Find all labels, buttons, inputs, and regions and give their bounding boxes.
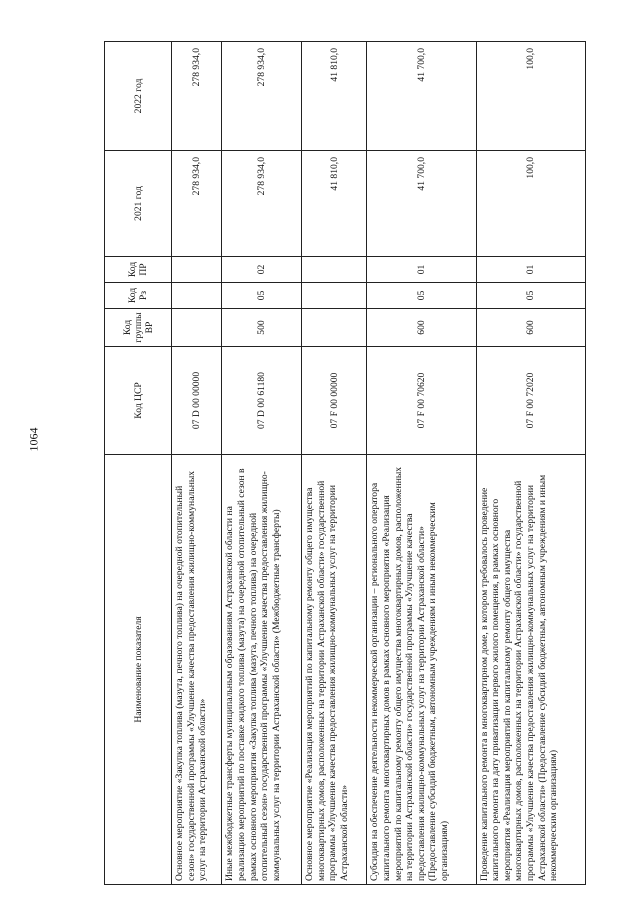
cell-csr: 07 D 00 00000 bbox=[172, 347, 222, 455]
header-name: Наименование показателя bbox=[105, 455, 172, 885]
cell-csr: 07 F 00 00000 bbox=[302, 347, 367, 455]
cell-2021: 278 934,0 bbox=[222, 151, 302, 257]
cell-2022: 41 700,0 bbox=[367, 42, 476, 151]
budget-table bbox=[104, 41, 586, 885]
header-rz: Код Рз bbox=[105, 283, 172, 309]
cell-name: Основное мероприятие «Реализация мероприятий по капитальному ремонту общего имущества многоквартирных домов, расположенных на территории Астраханской области» государственной программы «Улучшение качества предоставления жилищно-коммунальных услуг на территории Астраханской области» bbox=[302, 455, 367, 885]
rotated-table-container bbox=[104, 42, 586, 885]
cell-vr bbox=[172, 309, 222, 347]
cell-csr: 07 D 00 61180 bbox=[222, 347, 302, 455]
table-header-row bbox=[105, 42, 172, 885]
cell-name: Иные межбюджетные трансферты муниципальным образованиям Астраханской области на реализацию мероприятий по поставке жидкого топлива (мазута) на очередной отопительный сезон в рамках основного мероприятия «Закупка топлива (мазута, печного топлива) на очередной отопительный сезон» государственной программы «Улучшение качества предоставления жилищно-коммунальных услуг на территории Астраханской области» (Межбюджетные трансферты) bbox=[222, 455, 302, 885]
cell-2022: 100,0 bbox=[476, 42, 585, 151]
table-row bbox=[222, 42, 302, 885]
table-row bbox=[476, 42, 585, 885]
cell-2022: 41 810,0 bbox=[302, 42, 367, 151]
cell-pr bbox=[172, 257, 222, 283]
cell-vr bbox=[302, 309, 367, 347]
cell-2021: 100,0 bbox=[476, 151, 585, 257]
cell-2021: 41 810,0 bbox=[302, 151, 367, 257]
cell-vr: 600 bbox=[367, 309, 476, 347]
cell-pr bbox=[302, 257, 367, 283]
cell-2021: 278 934,0 bbox=[172, 151, 222, 257]
cell-rz bbox=[302, 283, 367, 309]
cell-pr: 01 bbox=[367, 257, 476, 283]
table-row bbox=[367, 42, 476, 885]
cell-pr: 01 bbox=[476, 257, 585, 283]
header-vr: Код группы ВР bbox=[105, 309, 172, 347]
header-2021: 2021 год bbox=[105, 151, 172, 257]
cell-2022: 278 934,0 bbox=[172, 42, 222, 151]
cell-2021: 41 700,0 bbox=[367, 151, 476, 257]
header-csr: Код ЦСР bbox=[105, 347, 172, 455]
page-number: 1064 bbox=[26, 427, 41, 452]
header-pr: Код ПР bbox=[105, 257, 172, 283]
table-row bbox=[302, 42, 367, 885]
cell-rz: 05 bbox=[222, 283, 302, 309]
table-rotation-frame bbox=[104, 42, 586, 885]
cell-rz bbox=[172, 283, 222, 309]
cell-rz: 05 bbox=[476, 283, 585, 309]
table-row bbox=[172, 42, 222, 885]
cell-csr: 07 F 00 70620 bbox=[367, 347, 476, 455]
cell-pr: 02 bbox=[222, 257, 302, 283]
cell-name: Основное мероприятие «Закупка топлива (мазута, печного топлива) на очередной отопительный сезон» государственной программы «Улучшение качества предоставления жилищно-коммунальных услуг на территории Астраханской области» bbox=[172, 455, 222, 885]
cell-rz: 05 bbox=[367, 283, 476, 309]
cell-vr: 500 bbox=[222, 309, 302, 347]
cell-2022: 278 934,0 bbox=[222, 42, 302, 151]
cell-csr: 07 F 00 72020 bbox=[476, 347, 585, 455]
cell-vr: 600 bbox=[476, 309, 585, 347]
header-2022: 2022 год bbox=[105, 42, 172, 151]
cell-name: Субсидия на обеспечение деятельности некоммерческой организации – регионального оператора капитального ремонта многоквартирных домов в рамках основного мероприятия «Реализация мероприятий по капитальному ремонту общего имущества многоквартирных домов, расположенных на территории Астраханской области» государственной программы «Улучшение качества предоставления жилищно-коммунальных услуг на территории Астраханской области» (Предоставление субсидий бюджетным, автономным учреждениям и иным некоммерческим организациям) bbox=[367, 455, 476, 885]
cell-name: Проведение капитального ремонта в многоквартирном доме, в котором требовалось проведение капитального ремонта на дату приватизации первого жилого помещения, в рамках основного мероприятия «Реализация мероприятий по капитальному ремонту общего имущества многоквартирных домов, расположенных на территории Астраханской области» государственной программы «Улучшение качества предоставления жилищно-коммунальных услуг на территории Астраханской области» (Предоставление субсидий бюджетным, автономным учреждениям и иным некоммерческим организациям) bbox=[476, 455, 585, 885]
